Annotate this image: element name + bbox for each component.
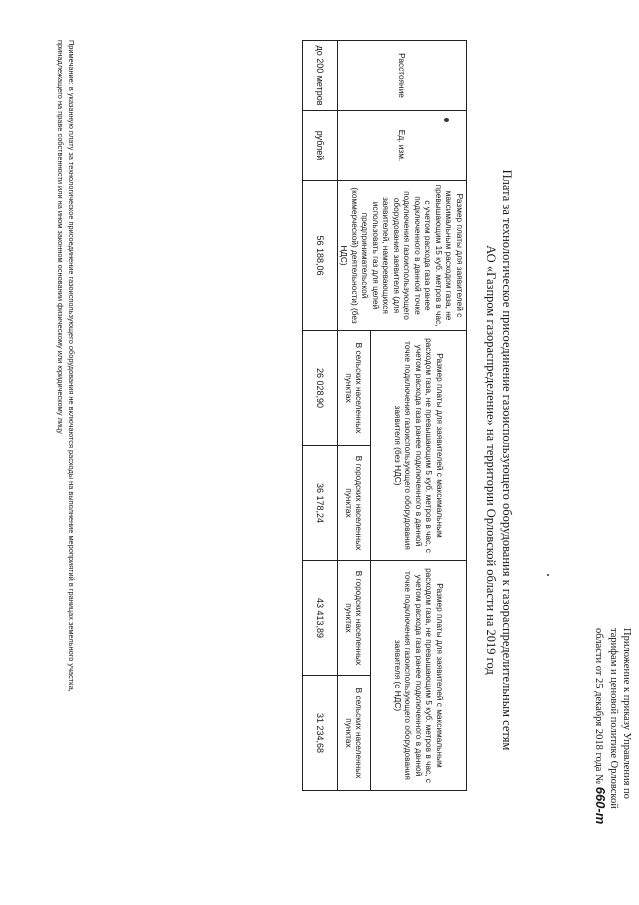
- header-group-with-vat: Размер платы для заявителей с максимальным расходом газа, не превышающим 5 куб. метров в час, с учетом расхода газа ранее подключенного в данной точке подключения газоиспользующего оборудования заявителя (с НДС): [371, 561, 467, 791]
- subheader-rural-2: В сельских населенных пунктах: [338, 676, 371, 791]
- subheader-urban-2: В городских населенных пунктах: [338, 561, 371, 676]
- fee-table: [302, 40, 467, 791]
- table-header-row: [371, 41, 467, 791]
- cell-distance: до 200 метров: [303, 41, 338, 111]
- header-group-commercial: Размер платы для заявителей с максимальным расходом газа, не превышающим 15 куб. метров в час, с учетом расхода газа ранее подключенного в данной точке подключения газоиспользующего оборудования заявителя (для заявителей, намеревающихся использовать газ для целей предпринимательской (коммерческой) деятельности) (без НДС): [338, 181, 467, 331]
- appendix-header: [592, 628, 633, 868]
- document-title: [483, 60, 515, 860]
- cell-value-urban-vat: 43 413,89: [303, 561, 338, 676]
- footnote: [55, 40, 77, 860]
- header-distance: Расстояние: [338, 41, 467, 111]
- cell-value-commercial: 56 188,06: [303, 181, 338, 331]
- header-unit: Ед. изм.: [338, 111, 467, 181]
- table-row: [303, 41, 338, 791]
- subheader-urban-1: В городских населенных пунктах: [338, 446, 371, 561]
- cell-value-urban-no-vat: 36 178,24: [303, 446, 338, 561]
- appendix-line-1: Приложение к приказу Управления по: [621, 628, 632, 799]
- subheader-rural-1: В сельских населенных пунктах: [338, 331, 371, 446]
- title-line-1: Плата за технологическое присоединение газоиспользующего оборудования к газораспределительным сетям: [500, 169, 514, 751]
- scan-speck: [444, 118, 449, 122]
- appendix-line-2: тарифам и ценовой политике Орловской: [608, 628, 619, 809]
- cell-unit: рублей: [303, 111, 338, 181]
- title-line-2: АО «Газпром газораспределение» на территории Орловской области на 2019 год: [484, 245, 498, 675]
- footnote-line-1: Примечание: в указанную плату за технологическое присоединение газоиспользующего оборудования не включаются расходы на выполнение мероприятий в границах земельного участка,: [67, 40, 76, 692]
- cell-value-rural-vat: 31 234,68: [303, 676, 338, 791]
- appendix-line-3: [592, 628, 607, 868]
- order-number: 660-т: [593, 786, 608, 825]
- footnote-line-2: принадлежащего на праве собственности или на ином законном основании физическому или юридическому лицу: [56, 40, 65, 434]
- header-group-without-vat: Размер платы для заявителей с максимальным расходом газа, не превышающим 5 куб. метров в час, с учетом расхода газа ранее подключенного в данной точке подключения газоиспользующего оборудования заявителя (без НДС): [371, 331, 467, 561]
- cell-value-rural-no-vat: 26 028,90: [303, 331, 338, 446]
- scan-speck: [547, 574, 549, 576]
- appendix-line-3-text: области от 25 декабря 2018 года №: [593, 628, 604, 785]
